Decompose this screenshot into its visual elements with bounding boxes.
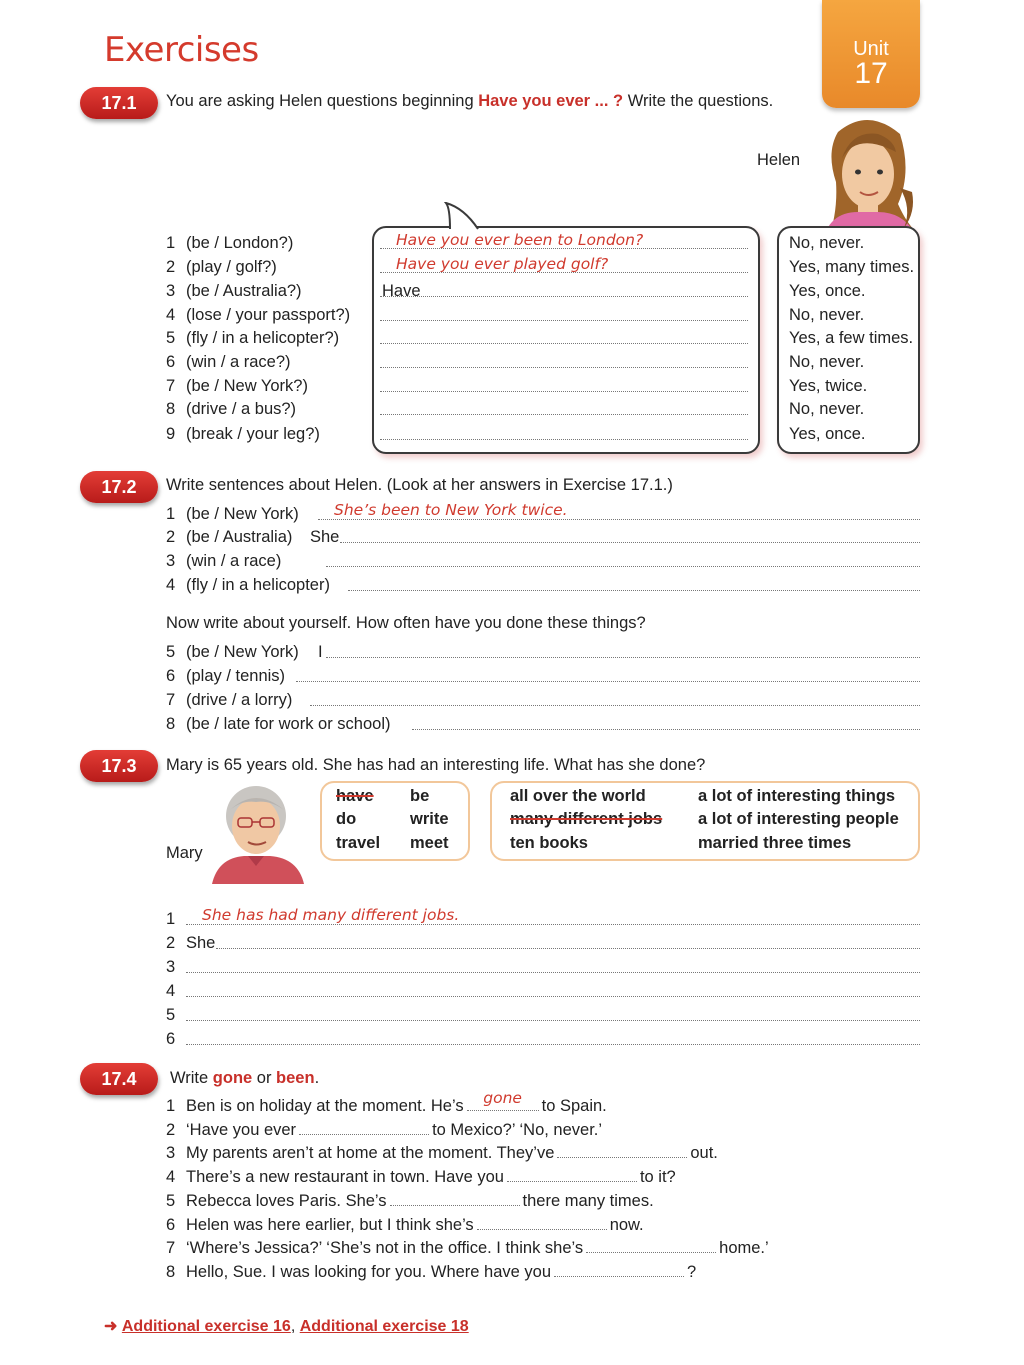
item-prompt: (drive / a lorry): [186, 691, 293, 709]
answer-line[interactable]: [380, 439, 748, 440]
exercise-instruction-17-3: Mary is 65 years old. She has had an interesting life. What has she done?: [166, 756, 706, 774]
item-number: 3: [166, 552, 176, 570]
answer-line[interactable]: [310, 705, 920, 706]
bubble-tail: [444, 202, 484, 230]
instruction-keyword: Have you ever ... ?: [478, 92, 624, 110]
item-number: 3: [166, 1144, 176, 1162]
gap-input[interactable]: [390, 1192, 520, 1206]
additional-exercise-18-link[interactable]: Additional exercise 18: [299, 1318, 469, 1335]
item-number: 8: [166, 715, 176, 733]
item-number: 4: [166, 306, 176, 324]
instruction-text: Write: [170, 1069, 213, 1087]
item-prompt: (be / New York): [186, 505, 299, 523]
item-number: 4: [166, 982, 176, 1000]
answer-line[interactable]: [326, 657, 920, 658]
item-number: 1: [166, 1097, 176, 1115]
instruction-text: .: [314, 1069, 320, 1087]
item-number: 6: [166, 353, 176, 371]
answer-text: Have you ever played golf?: [396, 255, 609, 273]
item-prompt: (win / a race): [186, 552, 282, 570]
unit-tab: [822, 0, 920, 108]
exercise-instruction-17-2: Write sentences about Helen. (Look at her answers in Exercise 17.1.): [166, 476, 673, 494]
answer-line[interactable]: [380, 414, 748, 415]
item-number: 1: [166, 505, 176, 523]
item-prompt: (be / New York): [186, 643, 299, 661]
helen-label: Helen: [757, 151, 801, 169]
helen-reply: Yes, a few times.: [789, 329, 914, 347]
answer-line[interactable]: [296, 681, 920, 682]
verb-word: meet: [410, 834, 449, 852]
item-number: 5: [166, 643, 176, 661]
item-prompt: (fly / in a helicopter?): [186, 329, 340, 347]
helen-reply: Yes, once.: [789, 282, 866, 300]
sentence-end: ?: [687, 1263, 697, 1281]
item-number: 5: [166, 329, 176, 347]
helen-reply: Yes, twice.: [789, 377, 868, 395]
exercise-badge-17-3: 17.3: [80, 750, 158, 782]
answer-line[interactable]: [186, 996, 920, 997]
item-prompt: (be / Australia?): [186, 282, 302, 300]
gap-input[interactable]: [299, 1121, 429, 1135]
gap-input[interactable]: [554, 1263, 684, 1277]
gap-fill-item: [166, 1168, 676, 1187]
answer-line[interactable]: [318, 519, 920, 520]
answer-line[interactable]: [380, 320, 748, 321]
gap-fill-item: [166, 1192, 654, 1211]
exercise-instruction-17-4: [170, 1069, 319, 1088]
separator: ,: [290, 1318, 300, 1335]
answer-line[interactable]: [186, 924, 920, 925]
answer-line[interactable]: [380, 343, 748, 344]
sentence-start: ‘Where’s Jessica?’ ‘She’s not in the office. I think she’s: [186, 1239, 584, 1257]
keyword-been: been: [276, 1069, 315, 1087]
gap-input[interactable]: [586, 1239, 716, 1253]
gap-fill-item: [166, 1216, 644, 1235]
item-number: 3: [166, 282, 176, 300]
verb-word: travel: [336, 834, 381, 852]
item-number: 9: [166, 425, 176, 443]
item-prompt: (play / golf?): [186, 258, 277, 276]
item-number: 6: [166, 1030, 176, 1048]
item-number: 5: [166, 1192, 176, 1210]
item-number: 7: [166, 377, 176, 395]
gap-fill-item: [166, 1263, 696, 1282]
helen-reply: No, never.: [789, 306, 865, 324]
item-number: 7: [166, 1239, 176, 1257]
answer-line[interactable]: [216, 948, 920, 949]
footer-links: [104, 1316, 469, 1336]
phrase-word: all over the world: [510, 787, 646, 805]
item-prompt: (drive / a bus?): [186, 400, 297, 418]
phrase-word: a lot of interesting people: [698, 810, 899, 828]
sentence-end: to Mexico?’ ‘No, never.’: [432, 1121, 603, 1139]
exercise-badge-17-4: 17.4: [80, 1063, 158, 1095]
answer-line[interactable]: [380, 391, 748, 392]
item-number: 6: [166, 667, 176, 685]
answer-line[interactable]: [380, 296, 748, 297]
item-number: 2: [166, 1121, 176, 1139]
phrase-word: married three times: [698, 834, 852, 852]
sentence-end: now.: [609, 1216, 644, 1234]
item-number: 3: [166, 958, 176, 976]
sentence-start: My parents aren’t at home at the moment. They’ve: [186, 1144, 555, 1162]
item-prompt: (be / New York?): [186, 377, 308, 395]
page-title: Exercises: [104, 30, 259, 70]
mary-avatar: [208, 780, 308, 884]
instruction-text: Write the questions.: [623, 92, 774, 110]
unit-label: Unit: [853, 38, 889, 60]
sentence-start: Helen was here earlier, but I think she’s: [186, 1216, 474, 1234]
verb-word: have: [336, 787, 374, 805]
item-prompt: (break / your leg?): [186, 425, 320, 443]
item-prompt: (play / tennis): [186, 667, 286, 685]
item-number: 2: [166, 934, 176, 952]
helen-reply: Yes, many times.: [789, 258, 915, 276]
answer-text: She has had many different jobs.: [202, 906, 460, 924]
verb-word: do: [336, 810, 357, 828]
answer-line[interactable]: [348, 590, 920, 591]
phrase-word: many different jobs: [510, 810, 663, 828]
verb-word: write: [410, 810, 449, 828]
helen-reply: No, never.: [789, 400, 865, 418]
sentence-start: ‘Have you ever: [186, 1121, 297, 1139]
gap-input[interactable]: [467, 1089, 539, 1111]
answer-text: gone: [483, 1089, 522, 1107]
keyword-gone: gone: [212, 1069, 253, 1087]
sentence-end: to it?: [639, 1168, 676, 1186]
answer-text: Have you ever been to London?: [396, 231, 644, 249]
item-number: 2: [166, 258, 176, 276]
gap-fill-item: [166, 1239, 769, 1258]
answer-text: She’s been to New York twice.: [334, 501, 568, 519]
item-prompt: (be / London?): [186, 234, 294, 252]
item-prompt: (win / a race?): [186, 353, 291, 371]
item-number: 7: [166, 691, 176, 709]
helen-reply: No, never.: [789, 353, 865, 371]
arrow-icon: ➜: [104, 1318, 118, 1335]
answer-line[interactable]: [186, 972, 920, 973]
item-number: 1: [166, 234, 176, 252]
item-prompt: (be / late for work or school): [186, 715, 391, 733]
gap-input[interactable]: [557, 1144, 687, 1158]
sentence-start: There’s a new restaurant in town. Have you: [186, 1168, 504, 1186]
item-prompt: (be / Australia): [186, 528, 293, 546]
answer-line[interactable]: [186, 1020, 920, 1021]
item-number: 5: [166, 1006, 176, 1024]
sentence-end: to Spain.: [541, 1097, 607, 1115]
item-number: 8: [166, 400, 176, 418]
gap-input[interactable]: [477, 1216, 607, 1230]
gap-fill-item: [166, 1089, 607, 1116]
exercise-instruction-17-2b: Now write about yourself. How often have you done these things?: [166, 614, 646, 632]
phrase-word: ten books: [510, 834, 588, 852]
item-number: 8: [166, 1263, 176, 1281]
answer-text: Have: [382, 282, 421, 300]
gap-fill-item: [166, 1121, 602, 1140]
helen-avatar: [808, 112, 928, 244]
sentence-end: there many times.: [522, 1192, 654, 1210]
sentence-start: Hello, Sue. I was looking for you. Where have you: [186, 1263, 552, 1281]
exercise-badge-17-2: 17.2: [80, 471, 158, 503]
instruction-text: You are asking Helen questions beginning: [166, 92, 479, 110]
gap-fill-item: [166, 1144, 718, 1163]
sentence-start: I: [318, 643, 323, 661]
phrase-word: a lot of interesting things: [698, 787, 896, 805]
exercise-badge-17-1: 17.1: [80, 87, 158, 119]
additional-exercise-16-link[interactable]: Additional exercise 16: [121, 1318, 291, 1335]
answer-line[interactable]: [380, 367, 748, 368]
helen-reply: No, never.: [789, 234, 865, 252]
sentence-start: She: [186, 934, 216, 952]
answer-line[interactable]: [326, 566, 920, 567]
sentence-end: out.: [690, 1144, 718, 1162]
unit-number: 17: [854, 57, 888, 90]
sentence-start: She: [310, 528, 340, 546]
item-number: 4: [166, 1168, 176, 1186]
exercise-instruction-17-1: [166, 92, 773, 111]
item-prompt: (fly / in a helicopter): [186, 576, 330, 594]
item-number: 6: [166, 1216, 176, 1234]
item-number: 4: [166, 576, 176, 594]
gap-input[interactable]: [507, 1168, 637, 1182]
item-prompt: (lose / your passport?): [186, 306, 351, 324]
answer-line[interactable]: [186, 1044, 920, 1045]
mary-label: Mary: [166, 844, 203, 862]
answer-line[interactable]: [412, 729, 920, 730]
item-number: 1: [166, 910, 176, 928]
sentence-start: Rebecca loves Paris. She’s: [186, 1192, 387, 1210]
instruction-text: or: [252, 1069, 277, 1087]
item-number: 2: [166, 528, 176, 546]
sentence-start: Ben is on holiday at the moment. He’s: [186, 1097, 464, 1115]
answer-line[interactable]: [340, 542, 920, 543]
verb-word: be: [410, 787, 430, 805]
helen-reply: Yes, once.: [789, 425, 866, 443]
sentence-end: home.’: [719, 1239, 769, 1257]
